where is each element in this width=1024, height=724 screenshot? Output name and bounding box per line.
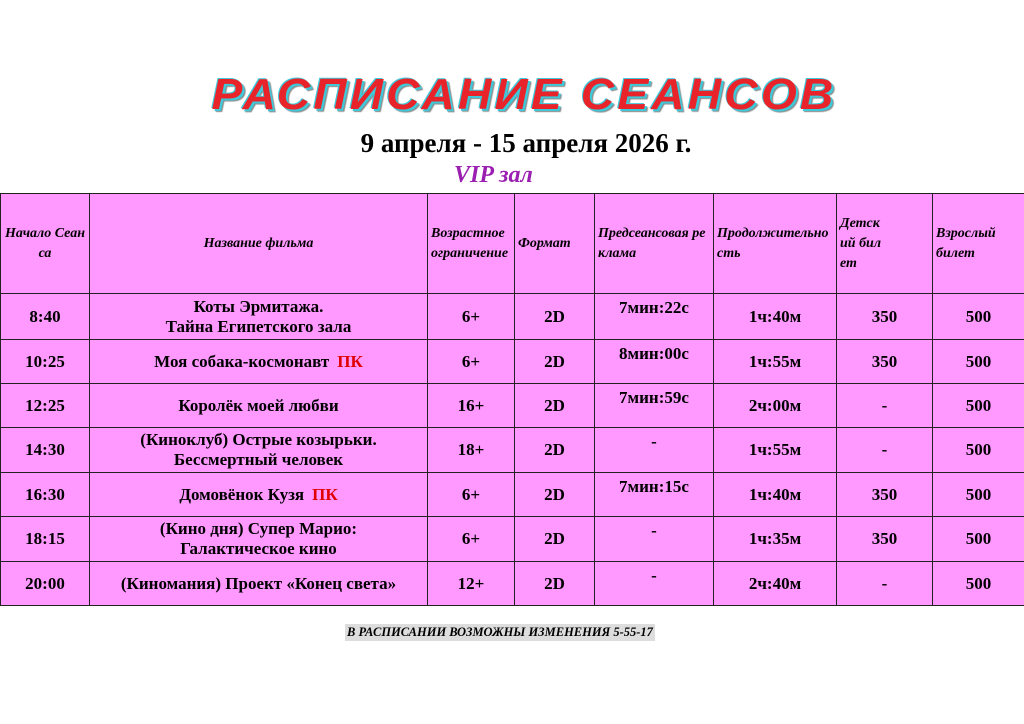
format: 2D — [515, 384, 595, 428]
header-ads: Предсеансовая реклама — [595, 194, 714, 294]
film-title — [90, 473, 428, 517]
table-row — [1, 294, 1024, 340]
age-rating: 6+ — [428, 340, 515, 384]
film-title-line2: Тайна Египетского зала — [165, 316, 352, 336]
age-rating: 6+ — [428, 294, 515, 340]
age-rating: 16+ — [428, 384, 515, 428]
header-film: Название фильма — [90, 194, 428, 294]
film-title-line1: Домовёнок Кузя — [179, 484, 305, 504]
child-ticket-price: 350 — [837, 340, 933, 384]
table-row — [1, 473, 1024, 517]
film-title — [90, 428, 428, 473]
table-row — [1, 428, 1024, 473]
header-duration: Продолжительность — [714, 194, 837, 294]
format: 2D — [515, 562, 595, 606]
table-row — [1, 340, 1024, 384]
child-ticket-price: - — [837, 428, 933, 473]
film-title-line1: (Кино дня) Супер Марио: — [159, 519, 358, 538]
adult-ticket-price: 500 — [933, 340, 1024, 384]
film-title-line1: Королёк моей любви — [178, 395, 339, 415]
format: 2D — [515, 428, 595, 473]
film-title-line1: Моя собака-космонавт — [154, 351, 330, 371]
schedule-table — [0, 193, 1024, 606]
adult-ticket-price: 500 — [933, 428, 1024, 473]
film-title — [90, 517, 428, 562]
duration: 1ч:55м — [714, 428, 837, 473]
duration: 2ч:00м — [714, 384, 837, 428]
table-row — [1, 562, 1024, 606]
child-ticket-price: 350 — [837, 473, 933, 517]
session-time: 20:00 — [1, 562, 90, 606]
duration: 1ч:40м — [714, 473, 837, 517]
duration: 1ч:35м — [714, 517, 837, 562]
adult-ticket-price: 500 — [933, 562, 1024, 606]
page-title: РАСПИСАНИЕ СЕАНСОВ — [211, 70, 837, 119]
age-rating: 12+ — [428, 562, 515, 606]
film-title-line2: Галактическое кино — [180, 539, 337, 558]
header-child: Детский билет — [837, 194, 933, 294]
duration: 1ч:55м — [714, 340, 837, 384]
film-title — [90, 384, 428, 428]
pre-show-ads: 8мин:00с — [595, 340, 714, 384]
adult-ticket-price: 500 — [933, 473, 1024, 517]
hall-name: VIP зал — [454, 162, 533, 188]
pre-show-ads: 7мин:59с — [595, 384, 714, 428]
age-rating: 6+ — [428, 473, 515, 517]
header-adult: Взрослый билет — [933, 194, 1024, 294]
film-title — [90, 340, 428, 384]
film-title — [90, 294, 428, 340]
film-title-line2: Бессмертный человек — [173, 450, 344, 469]
pk-badge: ПК — [312, 484, 338, 504]
adult-ticket-price: 500 — [933, 294, 1024, 340]
pk-badge: ПК — [337, 351, 363, 371]
pre-show-ads: - — [595, 428, 714, 473]
child-ticket-price: - — [837, 562, 933, 606]
pre-show-ads: 7мин:22с — [595, 294, 714, 340]
header-format: Формат — [515, 194, 595, 294]
duration: 2ч:40м — [714, 562, 837, 606]
duration: 1ч:40м — [714, 294, 837, 340]
session-time: 10:25 — [1, 340, 90, 384]
film-title-line1: (Киноклуб) Острые козырьки. — [140, 430, 377, 449]
header-age: Возрастное ограничение — [428, 194, 515, 294]
changes-note: В РАСПИСАНИИ ВОЗМОЖНЫ ИЗМЕНЕНИЯ 5-55-17 — [347, 625, 653, 639]
session-time: 16:30 — [1, 473, 90, 517]
film-title-line1: Коты Эрмитажа. — [193, 296, 324, 316]
table-header-row — [1, 194, 1024, 294]
film-title — [90, 562, 428, 606]
session-time: 12:25 — [1, 384, 90, 428]
table-row — [1, 384, 1024, 428]
pre-show-ads: - — [595, 517, 714, 562]
pre-show-ads: - — [595, 562, 714, 606]
age-rating: 6+ — [428, 517, 515, 562]
session-time: 18:15 — [1, 517, 90, 562]
table-row — [1, 517, 1024, 562]
session-time: 8:40 — [1, 294, 90, 340]
film-title-line1: (Киномания) Проект «Конец света» — [120, 573, 397, 593]
format: 2D — [515, 294, 595, 340]
header-start: Начало Сеанса — [1, 194, 90, 294]
adult-ticket-price: 500 — [933, 517, 1024, 562]
format: 2D — [515, 473, 595, 517]
format: 2D — [515, 340, 595, 384]
pre-show-ads: 7мин:15с — [595, 473, 714, 517]
adult-ticket-price: 500 — [933, 384, 1024, 428]
child-ticket-price: 350 — [837, 517, 933, 562]
session-time: 14:30 — [1, 428, 90, 473]
child-ticket-price: 350 — [837, 294, 933, 340]
child-ticket-price: - — [837, 384, 933, 428]
format: 2D — [515, 517, 595, 562]
age-rating: 18+ — [428, 428, 515, 473]
date-range: 9 апреля - 15 апреля 2026 г. — [360, 128, 692, 158]
